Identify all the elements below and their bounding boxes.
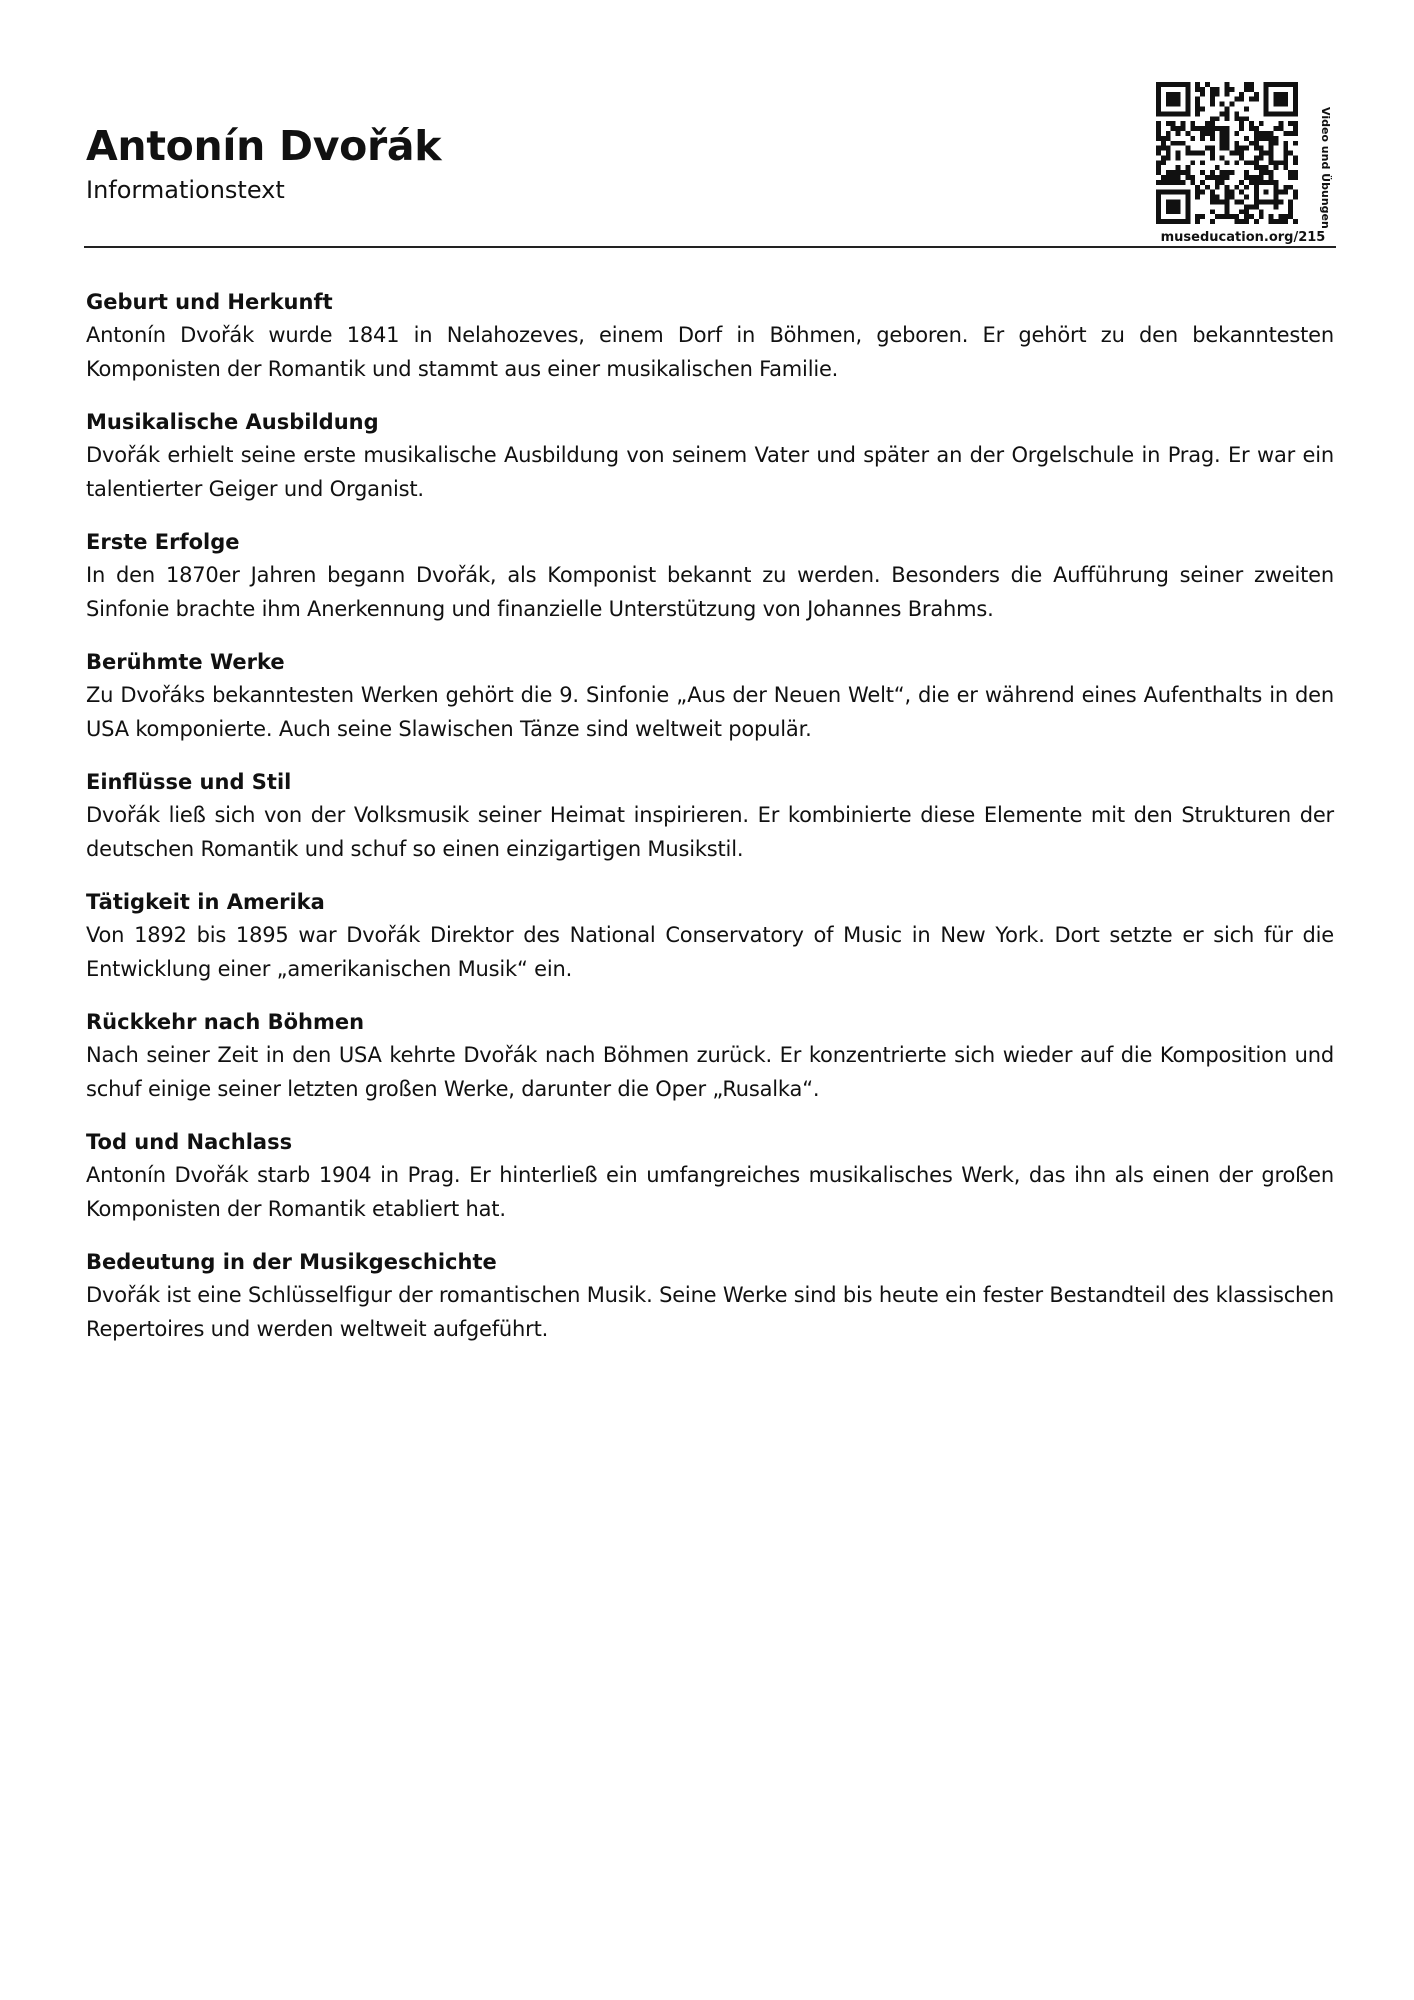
qr-url[interactable]: museducation.org/215 — [1160, 230, 1326, 245]
section-text: Zu Dvořáks bekanntesten Werken gehört die 9. Sinfonie „Aus der Neuen Welt“, die er während eines Aufenthalts in den USA komponierte. Auch seine Slawischen Tänze sind weltweit populär. — [86, 683, 1334, 741]
section-geburt-und-herkunft — [86, 286, 1334, 386]
qr-code-icon[interactable] — [1156, 82, 1298, 224]
section-text: In den 1870er Jahren begann Dvořák, als Komponist bekannt zu werden. Besonders die Aufführung seiner zweiten Sinfonie brachte ihm Anerkennung und finanzielle Unterstützung von Johannes Brahms. — [86, 563, 1334, 621]
info-text — [86, 286, 1334, 1366]
section-heading: Erste Erfolge — [86, 530, 240, 554]
header-divider — [84, 246, 1336, 248]
qr-side-label: Video und Übungen — [1319, 107, 1332, 229]
section-heading: Einflüsse und Stil — [86, 770, 292, 794]
section-text: Antonín Dvořák starb 1904 in Prag. Er hinterließ ein umfangreiches musikalisches Werk, das ihn als einen der großen Komponisten der Romantik etabliert hat. — [86, 1163, 1334, 1221]
qr-code-graphic — [1156, 82, 1298, 224]
section-heading: Tätigkeit in Amerika — [86, 890, 325, 914]
section-musikalische-ausbildung — [86, 406, 1334, 506]
section-text: Dvořák ist eine Schlüsselfigur der romantischen Musik. Seine Werke sind bis heute ein fester Bestandteil des klassischen Repertoires und werden weltweit aufgeführt. — [86, 1283, 1334, 1341]
section-heading: Rückkehr nach Böhmen — [86, 1010, 365, 1034]
section-heading: Tod und Nachlass — [86, 1130, 293, 1154]
section-heading: Geburt und Herkunft — [86, 290, 333, 314]
section-text: Dvořák erhielt seine erste musikalische Ausbildung von seinem Vater und später an der Orgelschule in Prag. Er war ein talentierter Geiger und Organist. — [86, 443, 1334, 501]
page-title: Antonín Dvořák — [86, 122, 442, 170]
section-heading: Berühmte Werke — [86, 650, 285, 674]
section-rueckkehr-nach-boehmen — [86, 1006, 1334, 1106]
section-text: Antonín Dvořák wurde 1841 in Nelahozeves, einem Dorf in Böhmen, geboren. Er gehört zu den bekanntesten Komponisten der Romantik und stammt aus einer musikalischen Familie. — [86, 323, 1334, 381]
section-bedeutung-in-der-musikgeschichte — [86, 1246, 1334, 1346]
page-subtitle: Informationstext — [86, 176, 285, 204]
section-text: Dvořák ließ sich von der Volksmusik seiner Heimat inspirieren. Er kombinierte diese Elemente mit den Strukturen der deutschen Romantik und schuf so einen einzigartigen Musikstil. — [86, 803, 1334, 861]
section-beruehmte-werke — [86, 646, 1334, 746]
section-heading: Musikalische Ausbildung — [86, 410, 379, 434]
section-tod-und-nachlass — [86, 1126, 1334, 1226]
section-heading: Bedeutung in der Musikgeschichte — [86, 1250, 497, 1274]
section-text: Nach seiner Zeit in den USA kehrte Dvořák nach Böhmen zurück. Er konzentrierte sich wieder auf die Komposition und schuf einige seiner letzten großen Werke, darunter die Oper „Rusalka“. — [86, 1043, 1334, 1101]
section-taetigkeit-in-amerika — [86, 886, 1334, 986]
section-text: Von 1892 bis 1895 war Dvořák Direktor des National Conservatory of Music in New York. Dort setzte er sich für die Entwicklung einer „amerikanischen Musik“ ein. — [86, 923, 1334, 981]
section-erste-erfolge — [86, 526, 1334, 626]
section-einfluesse-und-stil — [86, 766, 1334, 866]
